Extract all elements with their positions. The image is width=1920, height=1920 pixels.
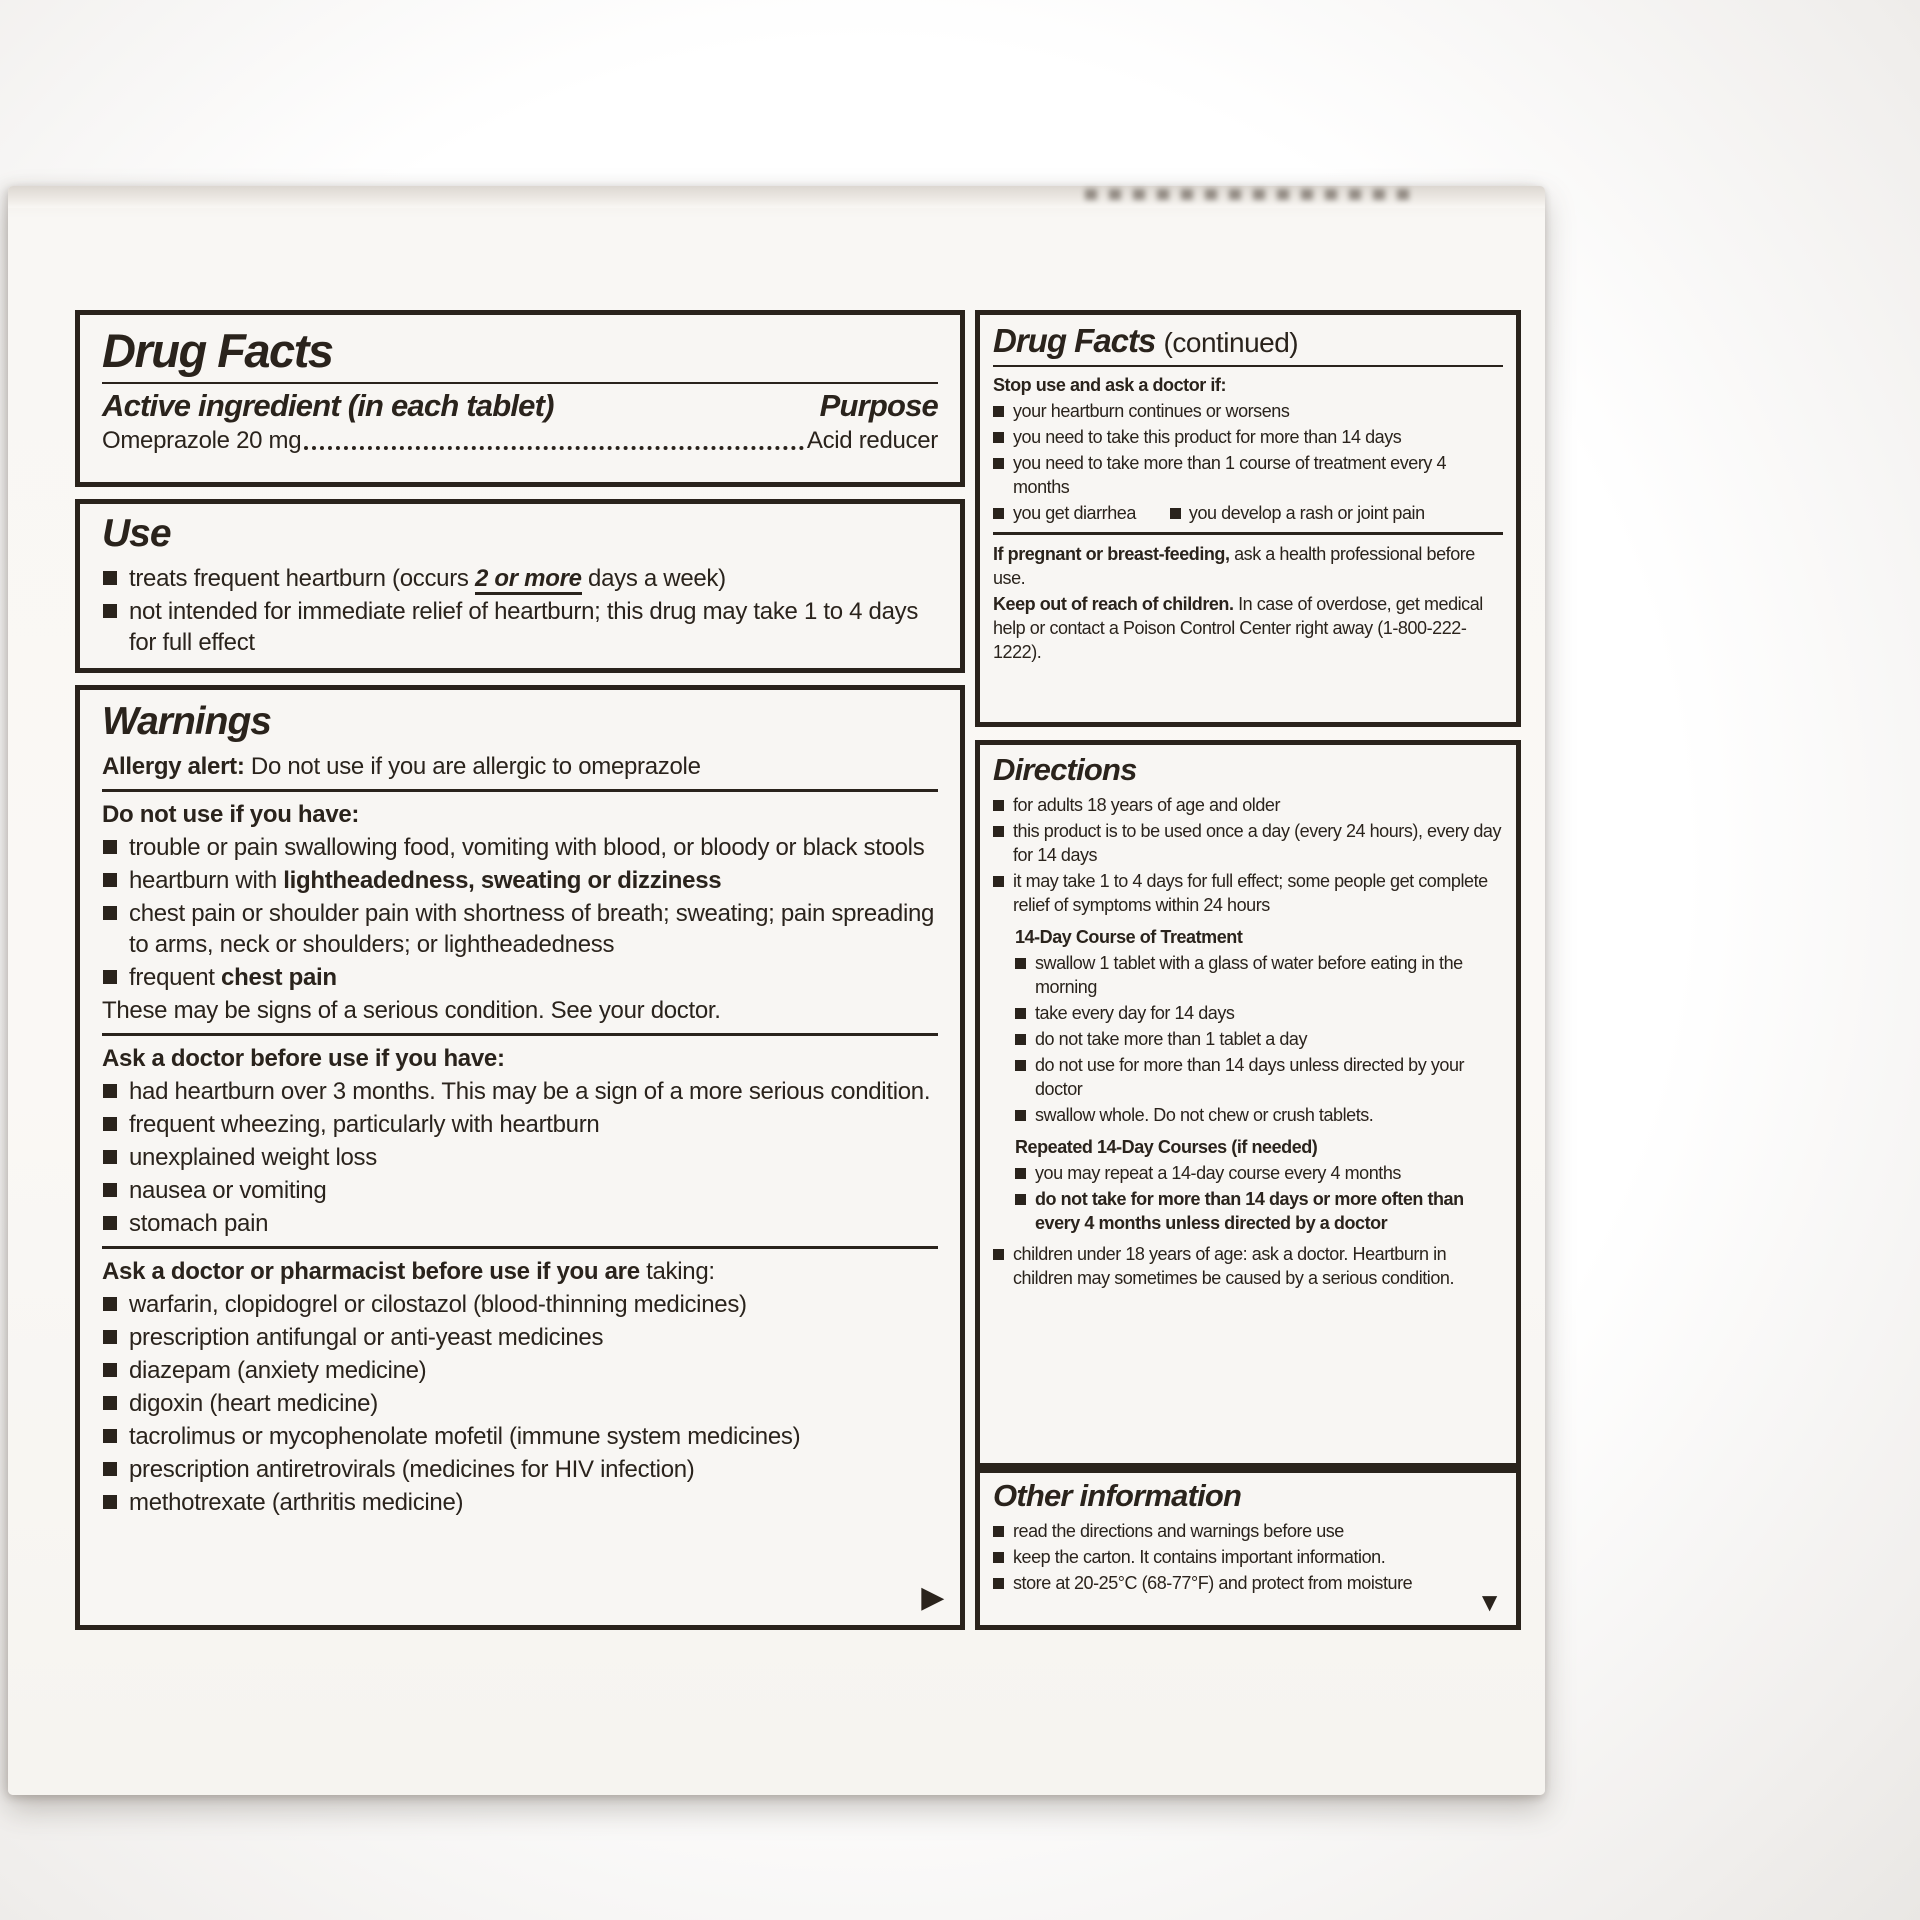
do-not-use-list (102, 832, 938, 993)
list-item: trouble or pain swallowing food, vomiting with blood, or bloody or black stools (102, 832, 938, 863)
use-item-text: days a week) (581, 564, 726, 592)
other-information-list (993, 1519, 1503, 1595)
drug-facts-title: Drug Facts (102, 324, 333, 377)
allergy-alert-label: Allergy alert: (102, 752, 245, 780)
list-item: not intended for immediate relief of heartburn; this drug may take 1 to 4 days for full effect (102, 596, 938, 658)
list-item: tacrolimus or mycophenolate mofetil (immune system medicines) (102, 1421, 938, 1452)
item-text: you develop a rash or joint pain (1188, 503, 1425, 524)
directions-list (993, 793, 1503, 917)
serious-condition-note: These may be signs of a serious condition. See your doctor. (102, 996, 721, 1024)
allergy-alert (102, 751, 938, 782)
warnings-heading: Warnings (102, 700, 271, 743)
purpose-value: Acid reducer (806, 426, 938, 454)
list-item: warfarin, clopidogrel or cilostazol (blood-thinning medicines) (102, 1289, 938, 1320)
list-item (102, 962, 938, 993)
children-direction-list (993, 1242, 1503, 1290)
active-ingredient-heading: Active ingredient (in each tablet) (102, 387, 554, 423)
list-item: for adults 18 years of age and older (993, 793, 1503, 817)
list-item: keep the carton. It contains important information. (993, 1545, 1503, 1569)
list-item (102, 865, 938, 896)
item-bold-text: lightheadedness, sweating or dizziness (283, 866, 722, 894)
warnings-panel (75, 685, 965, 1630)
list-item: your heartburn continues or worsens (993, 399, 1503, 423)
warning-bold-text: If pregnant or breast-feeding, (993, 544, 1230, 565)
list-item: you may repeat a 14-day course every 4 months (1015, 1161, 1503, 1185)
list-item: nausea or vomiting (102, 1175, 938, 1206)
ingredient-name: Omeprazole 20 mg (102, 426, 302, 454)
list-item: frequent wheezing, particularly with heartburn (102, 1109, 938, 1140)
list-item (102, 563, 938, 594)
medication-carton-back (8, 186, 1545, 1795)
course-heading: 14-Day Course of Treatment (1015, 927, 1243, 948)
warning-text: In case of overdose, get medical help or contact a Poison Control Center right away (1-800-222-1222). (993, 594, 1483, 663)
item-text: heartburn with (129, 866, 284, 894)
use-heading: Use (102, 512, 171, 555)
list-item: children under 18 years of age: ask a doctor. Heartburn in children may sometimes be caused by a serious condition. (993, 1242, 1503, 1290)
use-item-text: treats frequent heartburn (occurs (129, 564, 475, 592)
list-item: it may take 1 to 4 days for full effect; some people get complete relief of symptoms within 24 hours (993, 869, 1503, 917)
divider (102, 1033, 938, 1036)
list-item: do not take for more than 14 days or more often than every 4 months unless directed by a doctor (1015, 1187, 1503, 1235)
active-ingredient-row (102, 425, 938, 456)
carton-top-print (1085, 189, 1415, 200)
use-list (102, 563, 938, 658)
other-information-panel (975, 1468, 1521, 1630)
list-item: diazepam (anxiety medicine) (102, 1355, 938, 1386)
continued-right-icon: ▶ (921, 1581, 944, 1614)
item-text: frequent (129, 963, 222, 991)
list-item (993, 501, 1503, 525)
list-item: chest pain or shoulder pain with shortness of breath; sweating; pain spreading to arms, neck or shoulders; or lightheadedness (102, 898, 938, 960)
divider (993, 365, 1503, 367)
divider (102, 382, 938, 384)
list-item: prescription antiretrovirals (medicines for HIV infection) (102, 1454, 938, 1485)
list-item: do not use for more than 14 days unless directed by your doctor (1015, 1053, 1503, 1101)
active-ingredient-header-row (102, 387, 938, 423)
item-bold-text: chest pain (221, 963, 337, 991)
directions-heading: Directions (993, 752, 1137, 787)
divider (993, 532, 1503, 535)
ask-doctor-list (102, 1076, 938, 1239)
drug-facts-continued-title (993, 323, 1503, 359)
list-item: swallow 1 tablet with a glass of water before eating in the morning (1015, 951, 1503, 999)
stop-use-list (993, 399, 1503, 525)
title-text: Drug Facts (993, 322, 1156, 359)
use-panel (75, 499, 965, 673)
directions-panel (975, 740, 1521, 1468)
list-item: unexplained weight loss (102, 1142, 938, 1173)
heading-bold-text: Ask a doctor or pharmacist before use if you are (102, 1257, 640, 1285)
ask-pharmacist-heading (102, 1256, 938, 1287)
divider (102, 1246, 938, 1249)
list-item: swallow whole. Do not chew or crush tablets. (1015, 1103, 1503, 1127)
drug-facts-header-panel (75, 310, 965, 487)
list-item: you need to take this product for more than 14 days (993, 425, 1503, 449)
purpose-heading: Purpose (819, 387, 938, 423)
warning-bold-text: Keep out of reach of children. (993, 594, 1234, 615)
allergy-alert-text: Do not use if you are allergic to omeprazole (250, 752, 701, 780)
other-information-heading: Other information (993, 1478, 1242, 1513)
list-item: take every day for 14 days (1015, 1001, 1503, 1025)
heading-rest-text: taking: (646, 1257, 715, 1285)
bullet-icon (1170, 508, 1181, 519)
stop-use-heading: Stop use and ask a doctor if: (993, 375, 1226, 396)
item-text: you get diarrhea (1013, 503, 1136, 524)
ask-pharmacist-list (102, 1289, 938, 1518)
do-not-use-heading: Do not use if you have: (102, 800, 360, 828)
list-item: stomach pain (102, 1208, 938, 1239)
use-item-emphasis: 2 or more (475, 565, 582, 595)
list-item: methotrexate (arthritis medicine) (102, 1487, 938, 1518)
list-item: prescription antifungal or anti-yeast medicines (102, 1322, 938, 1353)
repeat-course-heading: Repeated 14-Day Courses (if needed) (1015, 1137, 1318, 1158)
divider (102, 789, 938, 792)
list-item: you need to take more than 1 course of treatment every 4 months (993, 451, 1503, 499)
list-item: this product is to be used once a day (every 24 hours), every day for 14 days (993, 819, 1503, 867)
ask-doctor-heading: Ask a doctor before use if you have: (102, 1044, 505, 1072)
warning-text: ask a health professional before use. (993, 544, 1475, 589)
list-item: digoxin (heart medicine) (102, 1388, 938, 1419)
dotted-leader (304, 446, 804, 450)
list-item: had heartburn over 3 months. This may be a sign of a more serious condition. (102, 1076, 938, 1107)
keep-out-of-reach-warning (993, 592, 1503, 664)
repeat-course-list (1015, 1161, 1503, 1235)
pregnant-warning (993, 542, 1503, 590)
drug-facts-continued-panel (975, 310, 1521, 727)
list-item: store at 20-25°C (68-77°F) and protect from moisture (993, 1571, 1503, 1595)
list-item: do not take more than 1 tablet a day (1015, 1027, 1503, 1051)
course-list (1015, 951, 1503, 1127)
list-item: read the directions and warnings before use (993, 1519, 1503, 1543)
continued-down-icon: ▼ (1476, 1587, 1502, 1617)
continued-text: (continued) (1163, 327, 1299, 358)
